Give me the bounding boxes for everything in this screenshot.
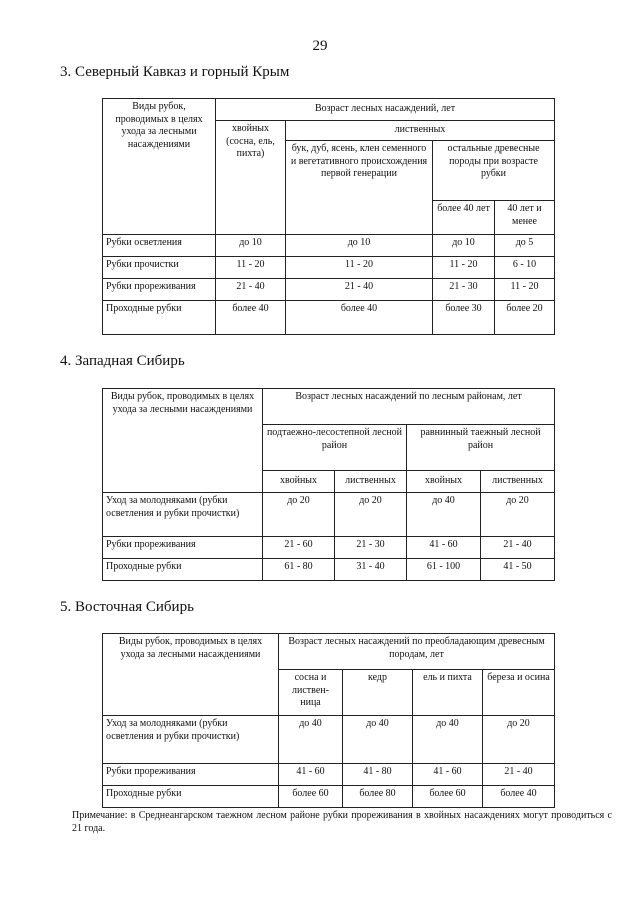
row-label: Проходные рубки (103, 786, 279, 808)
cell-value: более 40 (216, 301, 286, 335)
column-header-beech-group: бук, дуб, ясень, клен семенного и вегетативного происхождения первой генерации (286, 141, 433, 235)
cell-value: 11 - 20 (286, 257, 433, 279)
cell-value: 31 - 40 (335, 559, 407, 581)
cell-value: 21 - 40 (481, 537, 555, 559)
cell-value: 21 - 30 (335, 537, 407, 559)
table-row (103, 301, 555, 335)
cell-value: более 80 (343, 786, 413, 808)
column-header-conifers: хвойных (263, 471, 335, 493)
table-top-header: Возраст лесных насаждений, лет (216, 99, 555, 121)
column-header-birch-aspen: береза и осина (483, 670, 555, 716)
column-header-conifers: хвойных (сосна, ель, пихта) (216, 121, 286, 235)
table-row (103, 537, 555, 559)
cell-value: до 40 (407, 493, 481, 537)
row-label: Рубки прореживания (103, 764, 279, 786)
column-header-over-40: более 40 лет (433, 201, 495, 235)
cell-value: более 30 (433, 301, 495, 335)
cell-value: до 20 (481, 493, 555, 537)
cell-value: до 40 (413, 716, 483, 764)
cell-value: 41 - 80 (343, 764, 413, 786)
column-header-spruce-fir: ель и пихта (413, 670, 483, 716)
row-label: Рубки прореживания (103, 537, 263, 559)
column-header-cedar: кедр (343, 670, 413, 716)
table-west-siberia (102, 388, 555, 581)
cell-value: 21 - 30 (433, 279, 495, 301)
cell-value: 11 - 20 (216, 257, 286, 279)
column-header-under-40: 40 лет и менее (495, 201, 555, 235)
cell-value: 61 - 100 (407, 559, 481, 581)
table-row-header: Виды рубок, проводимых в целях ухода за лесными насаждениями (103, 389, 263, 493)
row-label: Проходные рубки (103, 301, 216, 335)
cell-value: до 20 (263, 493, 335, 537)
section-title-west-siberia: 4. Западная Сибирь (60, 353, 185, 369)
cell-value: до 20 (483, 716, 555, 764)
column-header-conifers: хвойных (407, 471, 481, 493)
row-label: Рубки прореживания (103, 279, 216, 301)
cell-value: 41 - 50 (481, 559, 555, 581)
table-east-siberia (102, 633, 555, 808)
cell-value: 21 - 40 (483, 764, 555, 786)
cell-value: до 10 (286, 235, 433, 257)
row-label: Рубки прочистки (103, 257, 216, 279)
row-label: Рубки осветления (103, 235, 216, 257)
table-row-header: Виды рубок, проводимых в целях ухода за лесными насаждениями (103, 99, 216, 235)
column-header-deciduous: лиственных (481, 471, 555, 493)
column-header-other-species: остальные древесные породы при возрасте рубки (433, 141, 555, 201)
table-row (103, 235, 555, 257)
cell-value: до 40 (343, 716, 413, 764)
cell-value: до 5 (495, 235, 555, 257)
table-top-header: Возраст лесных насаждений по преобладающим древесным породам, лет (279, 634, 555, 670)
column-header-region-forest-steppe: подтаежно-лесостепной лесной район (263, 425, 407, 471)
cell-value: 41 - 60 (407, 537, 481, 559)
cell-value: до 40 (279, 716, 343, 764)
cell-value: более 60 (279, 786, 343, 808)
table-row (103, 786, 555, 808)
cell-value: более 40 (286, 301, 433, 335)
table-top-header: Возраст лесных насаждений по лесным районам, лет (263, 389, 555, 425)
cell-value: до 10 (216, 235, 286, 257)
cell-value: до 10 (433, 235, 495, 257)
row-label: Уход за молодняками (рубки осветления и рубки прочистки) (103, 493, 263, 537)
table-row (103, 257, 555, 279)
cell-value: до 20 (335, 493, 407, 537)
cell-value: 41 - 60 (413, 764, 483, 786)
section-title-east-siberia: 5. Восточная Сибирь (60, 599, 194, 615)
table-row (103, 764, 555, 786)
cell-value: 21 - 60 (263, 537, 335, 559)
row-label: Уход за молодняками (рубки осветления и рубки прочистки) (103, 716, 279, 764)
cell-value: 41 - 60 (279, 764, 343, 786)
column-header-pine-larch: сосна и листвен-ница (279, 670, 343, 716)
table-row (103, 279, 555, 301)
table-row (103, 493, 555, 537)
cell-value: 21 - 40 (216, 279, 286, 301)
table-north-caucasus (102, 98, 555, 335)
cell-value: 6 - 10 (495, 257, 555, 279)
cell-value: 21 - 40 (286, 279, 433, 301)
cell-value: 11 - 20 (495, 279, 555, 301)
section-title-north-caucasus: 3. Северный Кавказ и горный Крым (60, 64, 290, 80)
cell-value: более 60 (413, 786, 483, 808)
footnote: Примечание: в Среднеангарском таежном лесном районе рубки прореживания в хвойных насаждениях могут проводиться с 21 года. (72, 810, 612, 834)
cell-value: 61 - 80 (263, 559, 335, 581)
table-row-header: Виды рубок, проводимых в целях ухода за лесными насаждениями (103, 634, 279, 716)
table-row (103, 716, 555, 764)
table-row (103, 559, 555, 581)
row-label: Проходные рубки (103, 559, 263, 581)
column-header-region-taiga: равнинный таежный лесной район (407, 425, 555, 471)
cell-value: более 40 (483, 786, 555, 808)
cell-value: более 20 (495, 301, 555, 335)
column-header-deciduous: лиственных (335, 471, 407, 493)
page-number: 29 (312, 38, 328, 54)
cell-value: 11 - 20 (433, 257, 495, 279)
column-header-deciduous: лиственных (286, 121, 555, 141)
